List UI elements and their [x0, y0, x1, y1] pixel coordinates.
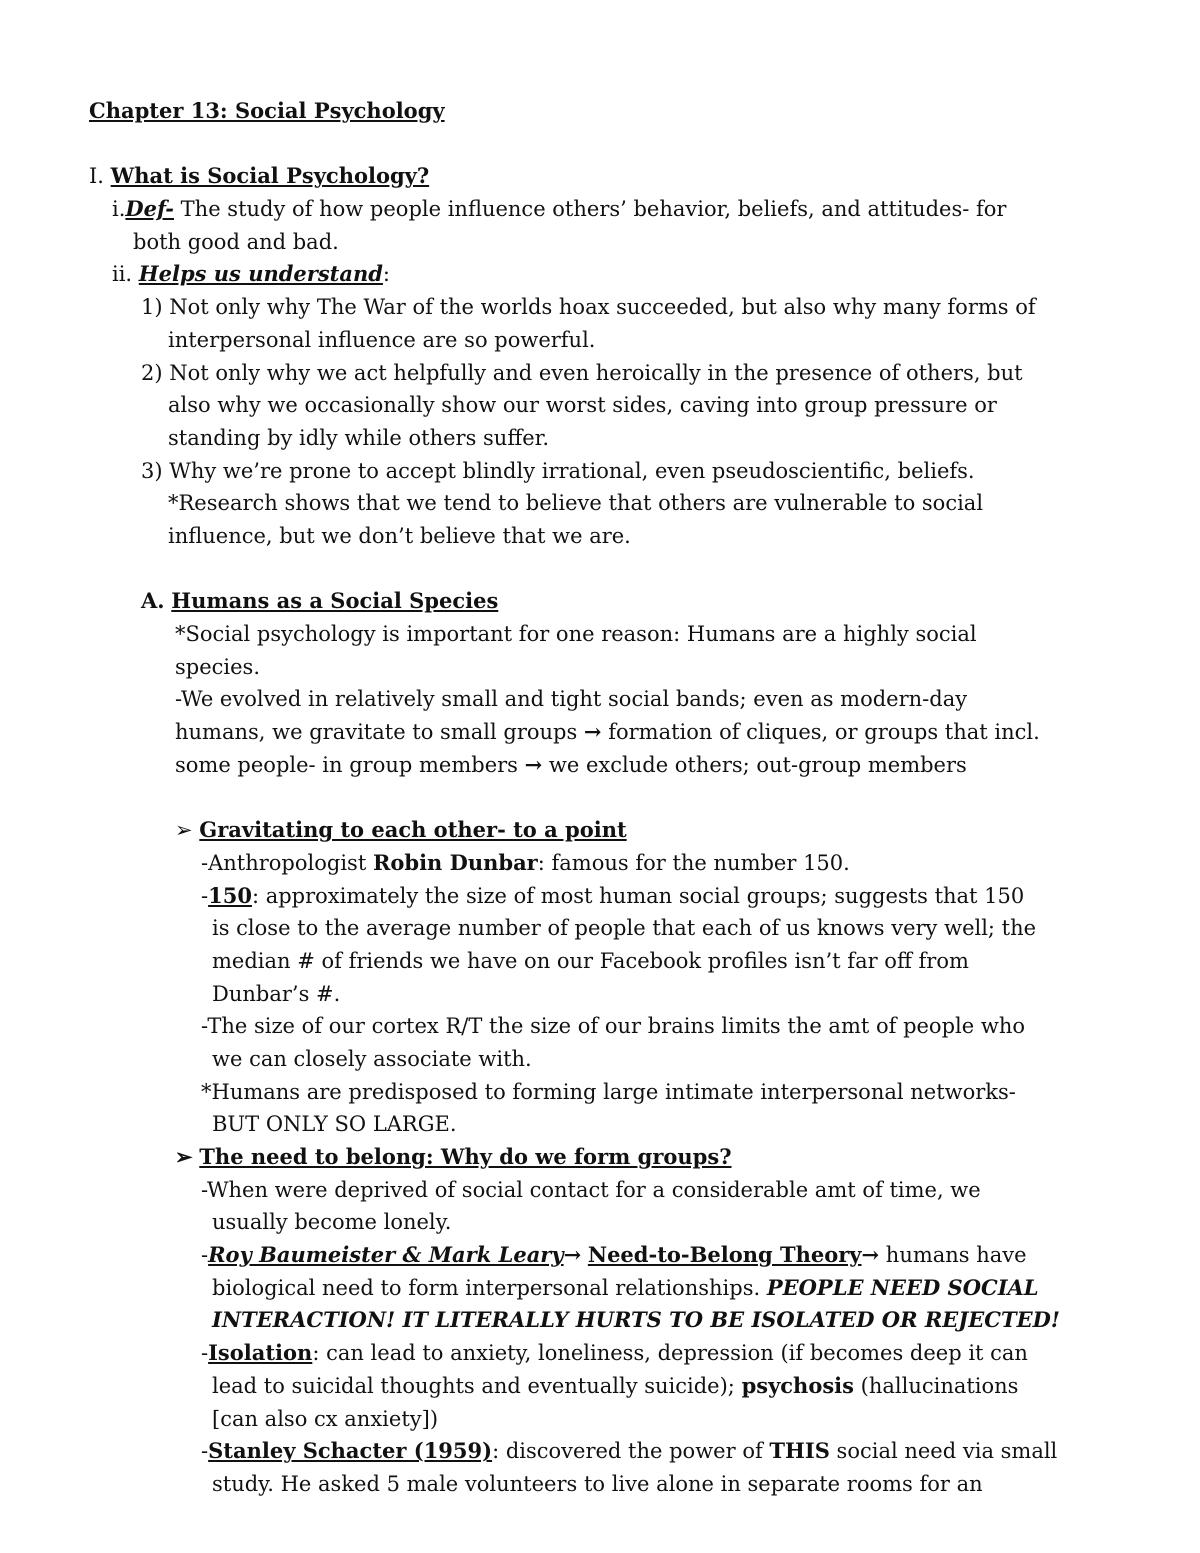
- key-term: Stanley Schacter (1959): [208, 1438, 493, 1464]
- paragraph-text: -: [201, 1341, 209, 1366]
- paragraph-text: median # of friends we have on our Facebook profiles isn’t far off from: [212, 948, 969, 973]
- paragraph-text: *Social psychology is important for one reason: Humans are a highly social: [175, 622, 977, 646]
- section-1-heading: What is Social Psychology?: [110, 163, 430, 189]
- paragraph-text: we can closely associate with.: [212, 1046, 532, 1071]
- bullet-heading-line: [0, 814, 1200, 847]
- paragraph-text: -: [201, 883, 209, 908]
- list-item-cont: [0, 324, 1200, 357]
- bullet-text: [0, 1010, 1200, 1043]
- chapter-title: Chapter 13: Social Psychology: [89, 98, 445, 123]
- bullet-text: [0, 1239, 1200, 1272]
- bullet-text: [0, 1206, 1200, 1239]
- section-1-heading-line: [0, 160, 1200, 193]
- paragraph-text: : discovered the power of: [492, 1439, 770, 1464]
- bullet-text: [0, 1076, 1200, 1109]
- bullet-text: [0, 1403, 1200, 1436]
- section-a-heading-line: [0, 585, 1200, 618]
- bullet-text: [0, 1435, 1200, 1468]
- paragraph-text: -The size of our cortex R/T the size of our brains limits the amt of people who: [201, 1014, 1025, 1039]
- paragraph-text: : approximately the size of most human social groups; suggests that 150: [251, 883, 1025, 908]
- paragraph-text: (hallucinations: [853, 1373, 1019, 1398]
- list-item: [0, 291, 1200, 324]
- def-marker: i.: [112, 197, 126, 222]
- key-term: THIS: [769, 1438, 830, 1464]
- research-note-text: influence, but we don’t believe that we are.: [168, 523, 631, 548]
- bullet-text: [0, 1304, 1200, 1337]
- helps-label: Helps us understand: [138, 261, 383, 287]
- right-arrow-icon: →: [563, 1242, 582, 1268]
- paragraph-text: BUT ONLY SO LARGE.: [212, 1112, 457, 1137]
- key-term: Isolation: [208, 1340, 313, 1366]
- key-term: 150: [208, 882, 252, 908]
- paragraph-text: : can lead to anxiety, loneliness, depression (if becomes deep it can: [312, 1341, 1028, 1366]
- bullet-text: [0, 912, 1200, 945]
- list-item: [0, 357, 1200, 390]
- definition-line: [0, 193, 1200, 226]
- helps-line: [0, 258, 1200, 291]
- section-a-text: [0, 651, 1200, 684]
- list-item-text: Why we’re prone to accept blindly irrational, even pseudoscientific, beliefs.: [169, 458, 975, 483]
- list-item-text: standing by idly while others suffer.: [168, 425, 550, 450]
- paragraph-text: humans have: [879, 1243, 1027, 1268]
- def-text-cont: both good and bad.: [133, 229, 339, 254]
- paragraph-text: formation of cliques, or groups that incl.: [601, 720, 1040, 745]
- research-note-cont: [0, 520, 1200, 553]
- key-term: psychosis: [741, 1372, 854, 1398]
- paragraph-text: Dunbar’s #.: [212, 981, 341, 1006]
- paragraph-text: species.: [175, 654, 261, 679]
- bullet-text: [0, 847, 1200, 880]
- paragraph-text: humans, we gravitate to small groups: [175, 720, 584, 745]
- paragraph-text: lead to suicidal thoughts and eventually suicide);: [212, 1373, 742, 1398]
- right-arrow-icon: →: [861, 1242, 880, 1268]
- right-arrow-icon: →: [524, 751, 543, 777]
- list-item-text: Not only why we act helpfully and even heroically in the presence of others, but: [169, 360, 1023, 385]
- section-a-text: [0, 749, 1200, 782]
- helps-marker: ii.: [112, 262, 133, 287]
- paragraph-text: usually become lonely.: [212, 1210, 452, 1235]
- list-item-text: also why we occasionally show our worst sides, caving into group pressure or: [168, 393, 997, 418]
- section-1-numeral: I.: [89, 164, 104, 189]
- paragraph-text: [can also cx anxiety]): [212, 1406, 439, 1431]
- paragraph-text: we exclude others; out-group members: [542, 752, 967, 777]
- paragraph-text: -We evolved in relatively small and tight social bands; even as modern-day: [175, 687, 968, 712]
- right-arrow-icon: →: [583, 719, 602, 745]
- bullet-heading: Gravitating to each other- to a point: [199, 817, 627, 843]
- paragraph-text: study. He asked 5 male volunteers to live alone in separate rooms for an: [212, 1471, 983, 1496]
- list-item-cont: [0, 422, 1200, 455]
- paragraph-text: social need via small: [829, 1439, 1058, 1464]
- bullet-text: [0, 945, 1200, 978]
- section-a-heading: Humans as a Social Species: [171, 588, 499, 614]
- list-item-number: 3): [141, 458, 163, 483]
- list-item-number: 2): [141, 360, 163, 385]
- arrow-bullet-icon: ➢: [175, 818, 193, 843]
- arrow-bullet-icon: ➢: [175, 1144, 193, 1169]
- bullet-text: [0, 1370, 1200, 1403]
- bullet-text: [0, 1174, 1200, 1207]
- emphasis-text: PEOPLE NEED SOCIAL: [766, 1274, 1039, 1300]
- paragraph-text: : famous for the number 150.: [537, 850, 850, 875]
- bullet-text: [0, 1272, 1200, 1305]
- research-note: [0, 487, 1200, 520]
- definition-line-2: [0, 226, 1200, 259]
- list-item: [0, 455, 1200, 488]
- paragraph-text: *Humans are predisposed to forming large intimate interpersonal networks-: [201, 1079, 1016, 1104]
- bullet-text: [0, 880, 1200, 913]
- key-term: Need-to-Belong Theory: [587, 1242, 862, 1268]
- paragraph-text: -: [201, 1439, 209, 1464]
- bullet-text: [0, 1108, 1200, 1141]
- section-a-text: [0, 683, 1200, 716]
- def-text: The study of how people influence others’ behavior, beliefs, and attitudes- for: [173, 197, 1007, 222]
- emphasis-text: INTERACTION! IT LITERALLY HURTS TO BE ISOLATED OR REJECTED!: [212, 1307, 1061, 1333]
- bullet-text: [0, 1043, 1200, 1076]
- paragraph-text: is close to the average number of people that each of us knows very well; the: [212, 916, 1037, 941]
- key-term: Roy Baumeister & Mark Leary: [208, 1242, 564, 1268]
- key-term: Robin Dunbar: [372, 849, 538, 875]
- list-item-text: interpersonal influence are so powerful.: [168, 327, 596, 352]
- paragraph-text: biological need to form interpersonal relationships.: [212, 1275, 767, 1300]
- def-label: Def-: [125, 196, 174, 222]
- research-note-text: *Research shows that we tend to believe that others are vulnerable to social: [168, 491, 984, 516]
- bullet-text: [0, 1337, 1200, 1370]
- paragraph-text: -Anthropologist: [201, 850, 373, 875]
- bullet-text: [0, 978, 1200, 1011]
- section-a-text: [0, 716, 1200, 749]
- paragraph-text: -: [201, 1243, 209, 1268]
- section-a-letter: A.: [141, 588, 165, 614]
- section-a-text: [0, 618, 1200, 651]
- list-item-number: 1): [141, 295, 163, 320]
- bullet-text: [0, 1468, 1200, 1501]
- list-item-cont: [0, 389, 1200, 422]
- paragraph-text: some people- in group members: [175, 752, 525, 777]
- paragraph-text: -When were deprived of social contact for a considerable amt of time, we: [201, 1177, 981, 1202]
- chapter-title-line: [0, 95, 1200, 128]
- helps-colon: :: [382, 262, 390, 287]
- bullet-heading: The need to belong: Why do we form groups?: [199, 1144, 732, 1169]
- bullet-heading-line: [0, 1141, 1200, 1174]
- list-item-text: Not only why The War of the worlds hoax succeeded, but also why many forms of: [169, 295, 1036, 320]
